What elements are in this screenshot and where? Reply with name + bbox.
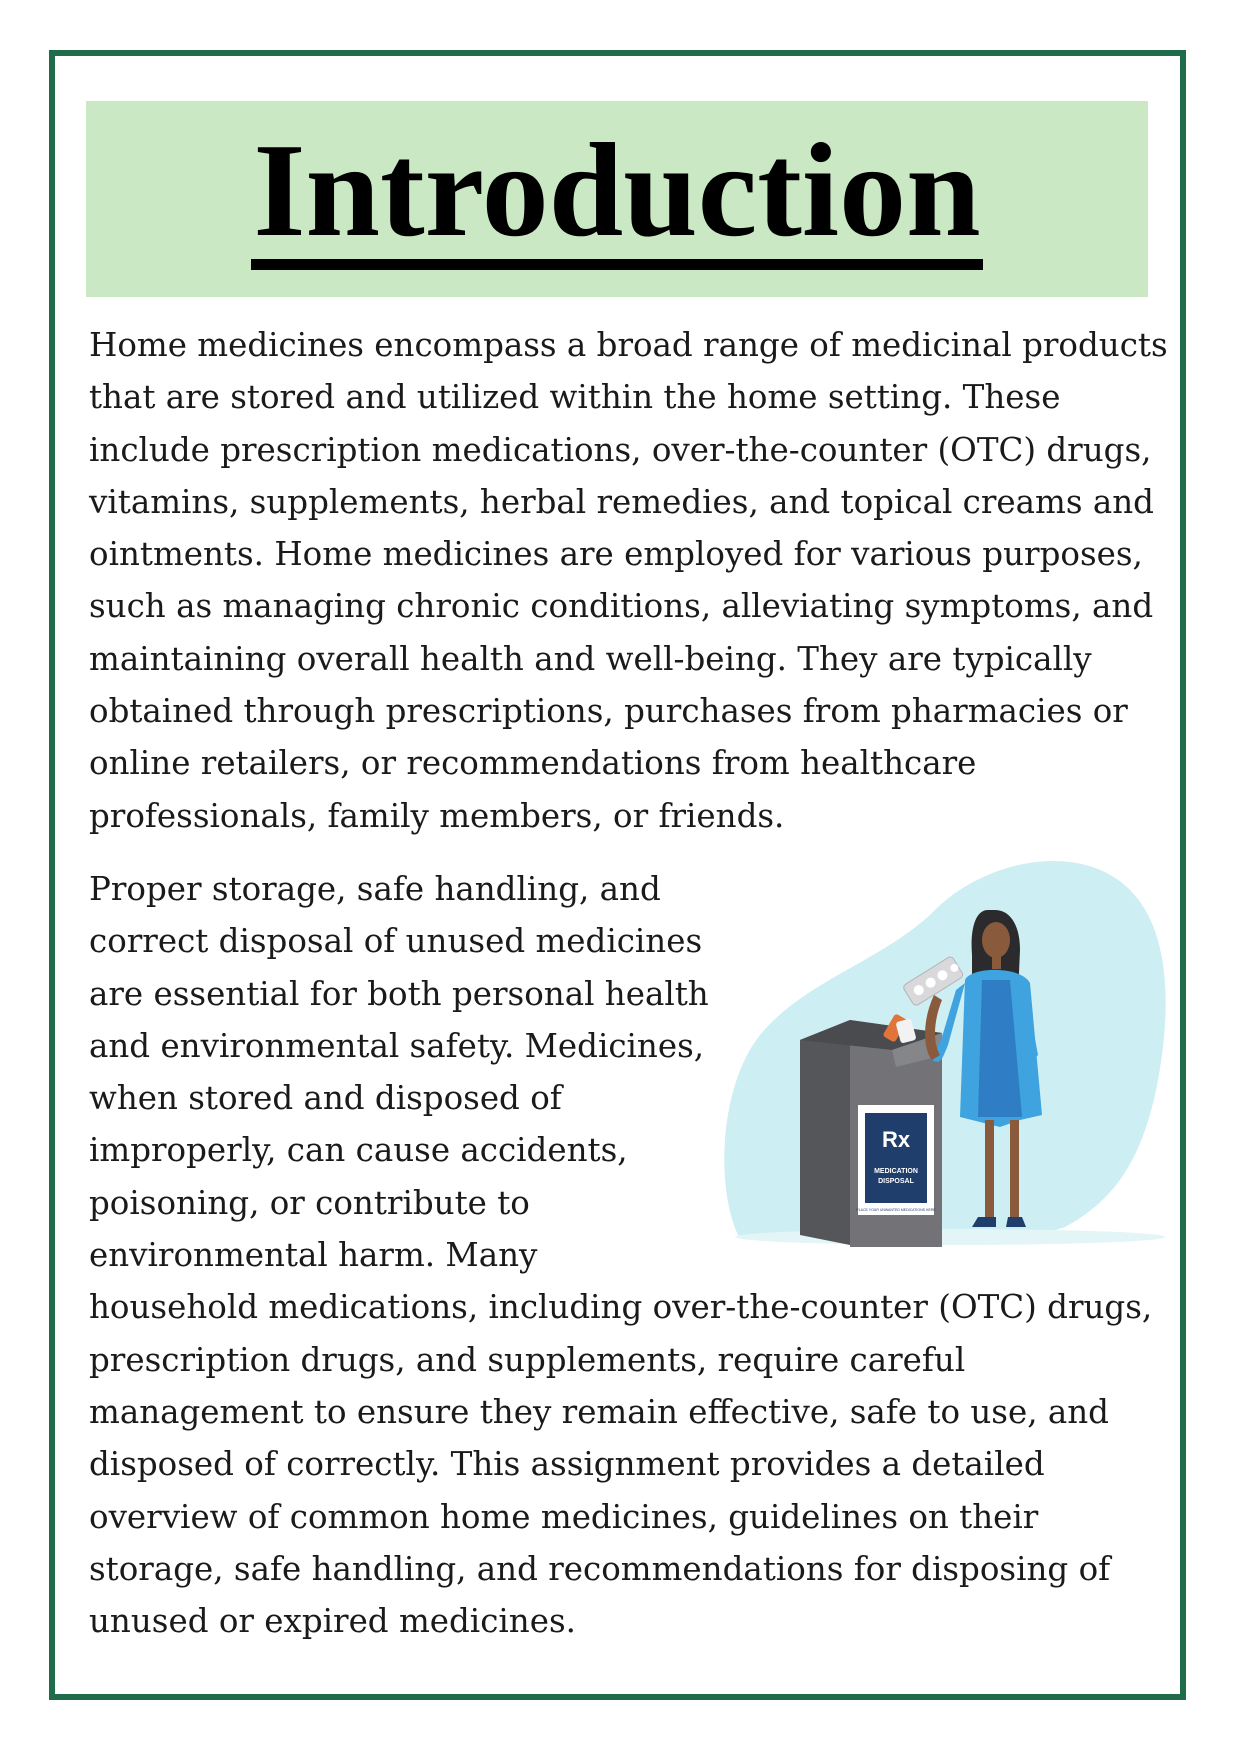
text-line: include prescription medications, over-the-counter (OTC) drugs, [89,430,1152,469]
text-line: household medications, including over-the-counter (OTC) drugs, [89,1288,1153,1327]
text-line: poisoning, or contribute to [89,1183,530,1222]
text-line: that are stored and utilized within the home setting. These [89,378,1061,417]
text-line: such as managing chronic conditions, alleviating symptoms, and [89,587,1154,626]
disposal-bin [800,1013,944,1247]
text-line: when stored and disposed of [89,1079,562,1118]
text-line: vitamins, supplements, herbal remedies, and topical creams and [89,482,1154,521]
text-line: management to ensure they remain effective, safe to use, and [89,1392,1109,1431]
text-line: overview of common home medicines, guidelines on their [89,1497,1039,1536]
text-line: maintaining overall health and well-being. They are typically [89,639,1092,678]
medication-disposal-illustration [720,855,1170,1255]
text-line: ointments. Home medicines are employed for various purposes, [89,535,1143,574]
svg-text:MEDICATION: MEDICATION [874,1168,918,1175]
paragraph-1 [89,319,1168,842]
text-line: prescription drugs, and supplements, require careful [89,1340,966,1379]
text-line: correct disposal of unused medicines [89,922,703,961]
text-line: are essential for both personal health [89,974,709,1013]
text-line: storage, safe handling, and recommendations for disposing of [89,1549,1111,1588]
text-line: environmental harm. Many [89,1236,538,1275]
svg-text:DISPOSAL: DISPOSAL [878,1178,914,1185]
text-line: professionals, family members, or friends. [89,796,785,835]
text-line: Proper storage, safe handling, and [89,870,661,908]
background-blob [724,861,1165,1244]
text-line: unused or expired medicines. [89,1602,576,1641]
svg-text:Rx: Rx [881,1127,911,1152]
text-line: obtained through prescriptions, purchases from pharmacies or [89,692,1128,731]
page-title: Introduction [86,123,1148,270]
text-line: online retailers, or recommendations from healthcare [89,744,977,783]
text-line: improperly, can cause accidents, [89,1131,628,1170]
text-line: disposed of correctly. This assignment provides a detailed [89,1445,1045,1484]
text-line: Home medicines encompass a broad range of medicinal products [89,326,1168,364]
title-banner [86,101,1148,297]
text-line: and environmental safety. Medicines, [89,1026,705,1065]
svg-text:PLACE YOUR UNWANTED MEDICATION: PLACE YOUR UNWANTED MEDICATIONS HERE [856,1208,936,1212]
